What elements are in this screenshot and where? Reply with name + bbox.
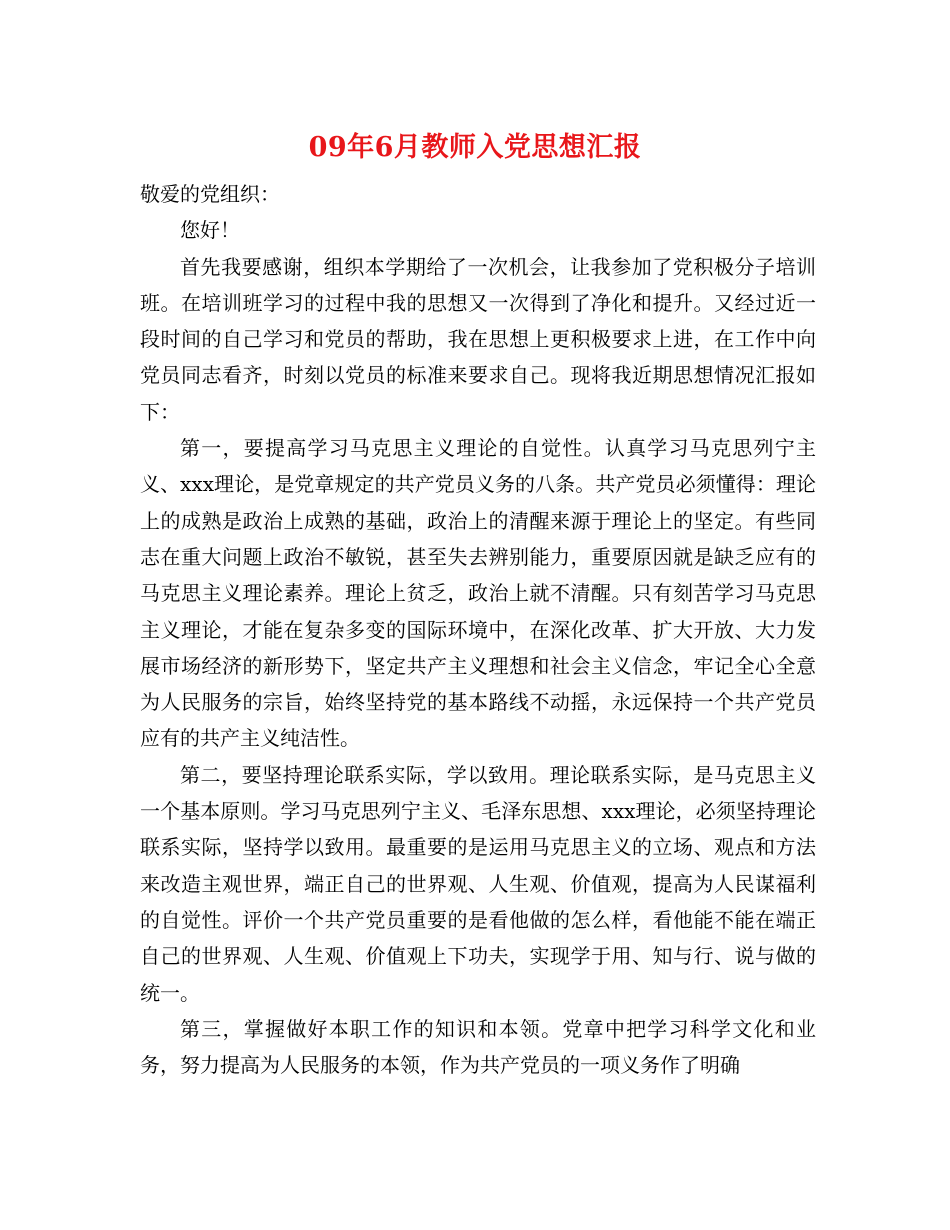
document-body (140, 176, 816, 1083)
paragraph-intro: 首先我要感谢，组织本学期给了一次机会，让我参加了党积极分子培训班。在培训班学习的过程中我的思想又一次得到了净化和提升。又经过近一段时间的自己学习和党员的帮助，我在思想上更积极要求上进，在工作中向党员同志看齐，时刻以党员的标准来要求自己。现将我近期思想情况汇报如下： (140, 254, 816, 424)
salutation: 敬爱的党组织： (140, 182, 280, 206)
greeting: 您好！ (180, 218, 240, 243)
paragraph-third-point: 第三，掌握做好本职工作的知识和本领。党章中把学习科学文化和业务，努力提高为人民服务的本领，作为共产党员的一项义务作了明确 (140, 1016, 816, 1078)
document-title: 09年6月教师入党思想汇报 (308, 132, 642, 163)
paragraph-second-point: 第二，要坚持理论联系实际，学以致用。理论联系实际，是马克思主义一个基本原则。学习马克思列宁主义、毛泽东思想、xxx理论，必须坚持理论联系实际，坚持学以致用。最重要的是运用马克思主义的立场、观点和方法来改造主观世界，端正自己的世界观、人生观、价值观，提高为人民谋福利的自觉性。评价一个共产党员重要的是看他做的怎么样，看他能不能在端正自己的世界观、人生观、价值观上下功夫，实现学于用、知与行、说与做的统一。 (140, 762, 816, 1005)
paragraph-first-point: 第一，要提高学习马克思主义理论的自觉性。认真学习马克思列宁主义、xxx理论，是党章规定的共产党员义务的八条。共产党员必须懂得：理论上的成熟是政治上成熟的基础，政治上的清醒来源于理论上的坚定。有些同志在重大问题上政治不敏锐，甚至失去辨别能力，重要原因就是缺乏应有的马克思主义理论素养。理论上贫乏，政治上就不清醒。只有刻苦学习马克思主义理论，才能在复杂多变的国际环境中，在深化改革、扩大开放、大力发展市场经济的新形势下，坚定共产主义理想和社会主义信念，牢记全心全意为人民服务的宗旨，始终坚持党的基本路线不动摇，永远保持一个共产党员应有的共产主义纯洁性。 (140, 436, 816, 751)
